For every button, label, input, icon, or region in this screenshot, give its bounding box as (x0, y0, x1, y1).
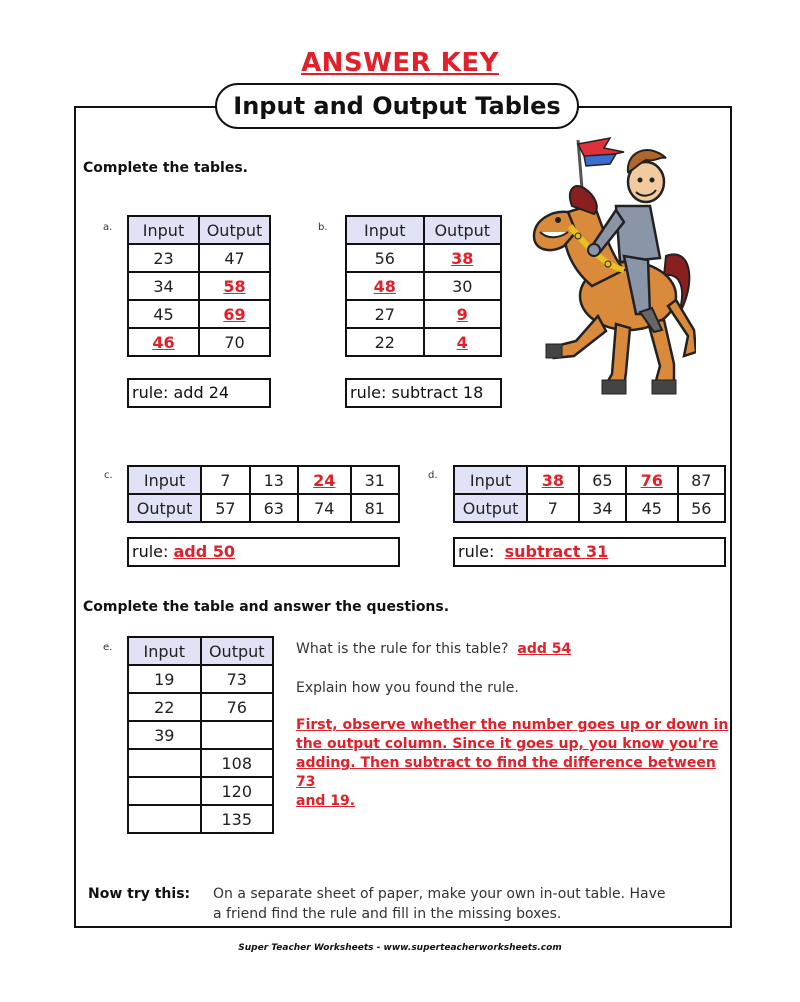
table-a (127, 215, 271, 357)
table-row (128, 272, 270, 300)
output-cell (199, 272, 270, 300)
output-cell (424, 328, 502, 356)
header-input: Input (128, 216, 199, 244)
answer-value: 76 (640, 470, 663, 490)
output-cell: 34 (579, 494, 626, 522)
header-input: Input (454, 466, 527, 494)
knight-on-horse-illustration (528, 136, 696, 404)
now-try-this-label: Now try this: (88, 886, 191, 902)
header-output: Output (201, 637, 274, 665)
input-cell (128, 328, 199, 356)
answer-value: 58 (223, 276, 246, 296)
table-row (346, 244, 501, 272)
instruction-complete-answer: Complete the table and answer the questions. (83, 599, 450, 615)
answer-value: 38 (541, 470, 565, 490)
table-row (128, 328, 270, 356)
rule-c-prefix: rule: (132, 542, 169, 561)
table-c (127, 465, 400, 523)
table-row (128, 749, 273, 777)
answer-value: 48 (373, 276, 396, 296)
table-row (128, 721, 273, 749)
input-cell (128, 805, 201, 833)
label-b: b. (318, 222, 328, 233)
output-cell: 120 (201, 777, 274, 805)
question-explain: Explain how you found the rule. (296, 680, 519, 696)
table-row (346, 272, 501, 300)
rule-a-text: rule: add 24 (132, 383, 230, 402)
input-cell: 87 (678, 466, 725, 494)
rule-b-text: rule: subtract 18 (350, 383, 484, 402)
header-output: Output (128, 494, 201, 522)
input-cell (128, 749, 201, 777)
table-d (453, 465, 726, 523)
header-output: Output (454, 494, 527, 522)
input-row (454, 466, 725, 494)
now-try-this-line: a friend find the rule and fill in the missing boxes. (213, 906, 562, 922)
explanation-line: First, observe whether the number goes up or down in (296, 717, 729, 733)
input-cell: 31 (351, 466, 399, 494)
table-row (128, 693, 273, 721)
output-cell: 30 (424, 272, 502, 300)
output-cell: 7 (527, 494, 578, 522)
input-cell: 34 (128, 272, 199, 300)
input-cell: 56 (346, 244, 424, 272)
table-row (128, 244, 270, 272)
input-cell (626, 466, 677, 494)
rule-d-answer: subtract 31 (504, 542, 609, 561)
output-cell: 45 (626, 494, 677, 522)
table-e (127, 636, 274, 834)
label-e: e. (103, 642, 113, 653)
answer-key-heading: ANSWER KEY (301, 48, 499, 78)
output-cell: 135 (201, 805, 274, 833)
input-cell (128, 777, 201, 805)
table-header-row (128, 637, 273, 665)
input-cell: 22 (346, 328, 424, 356)
output-cell: 47 (199, 244, 270, 272)
header-input: Input (128, 466, 201, 494)
output-cell: 73 (201, 665, 274, 693)
label-c: c. (104, 470, 113, 481)
explanation-line: the output column. Since it goes up, you know you're (296, 736, 719, 752)
label-a: a. (103, 222, 113, 233)
answer-value: 38 (451, 248, 474, 268)
input-cell: 45 (128, 300, 199, 328)
output-cell: 57 (201, 494, 249, 522)
input-cell: 19 (128, 665, 201, 693)
answer-value: 4 (456, 332, 468, 352)
table-row (128, 665, 273, 693)
explanation-line: and 19. (296, 793, 356, 809)
output-row (454, 494, 725, 522)
table-row (128, 777, 273, 805)
table-header-row (346, 216, 501, 244)
output-cell (424, 244, 502, 272)
input-cell: 13 (250, 466, 298, 494)
answer-value: 24 (313, 470, 336, 490)
label-d: d. (428, 470, 438, 481)
page-title: Input and Output Tables (215, 83, 579, 129)
input-row (128, 466, 399, 494)
output-row (128, 494, 399, 522)
output-cell: 70 (199, 328, 270, 356)
question-rule-answer: add 54 (517, 641, 572, 657)
table-row (346, 328, 501, 356)
answer-value: 69 (223, 304, 246, 324)
input-cell: 65 (579, 466, 626, 494)
table-row (128, 805, 273, 833)
output-cell: 108 (201, 749, 274, 777)
rule-box-c (127, 537, 400, 567)
table-b (345, 215, 502, 357)
output-cell: 81 (351, 494, 399, 522)
output-cell: 63 (250, 494, 298, 522)
table-header-row (128, 216, 270, 244)
explanation-line: adding. Then subtract to find the difference between 73 (296, 755, 716, 790)
rule-box-a (127, 378, 271, 408)
header-input: Input (128, 637, 201, 665)
answer-value: 46 (152, 332, 175, 352)
output-cell: 74 (298, 494, 351, 522)
output-cell: 76 (201, 693, 274, 721)
footer: Super Teacher Worksheets - www.superteacherworksheets.com (238, 943, 562, 953)
now-try-this-line: On a separate sheet of paper, make your own in-out table. Have (213, 886, 666, 902)
header-input: Input (346, 216, 424, 244)
question-rule (296, 641, 571, 657)
question-rule-text: What is the rule for this table? (296, 641, 509, 657)
input-cell (298, 466, 351, 494)
input-cell: 22 (128, 693, 201, 721)
now-try-this-text (213, 884, 733, 924)
rule-box-d (453, 537, 726, 567)
explanation-answer (296, 716, 736, 811)
rule-c-answer: add 50 (173, 542, 236, 561)
header-output: Output (199, 216, 270, 244)
answer-value: 9 (456, 304, 468, 324)
input-cell: 23 (128, 244, 199, 272)
header-output: Output (424, 216, 502, 244)
input-cell: 39 (128, 721, 201, 749)
table-row (128, 300, 270, 328)
input-cell: 27 (346, 300, 424, 328)
output-cell (199, 300, 270, 328)
instruction-complete-tables: Complete the tables. (83, 160, 248, 176)
input-cell: 7 (201, 466, 249, 494)
input-cell (346, 272, 424, 300)
output-cell (201, 721, 274, 749)
table-row (346, 300, 501, 328)
rule-box-b (345, 378, 502, 408)
input-cell (527, 466, 578, 494)
rule-d-prefix: rule: (458, 542, 495, 561)
output-cell: 56 (678, 494, 725, 522)
output-cell (424, 300, 502, 328)
